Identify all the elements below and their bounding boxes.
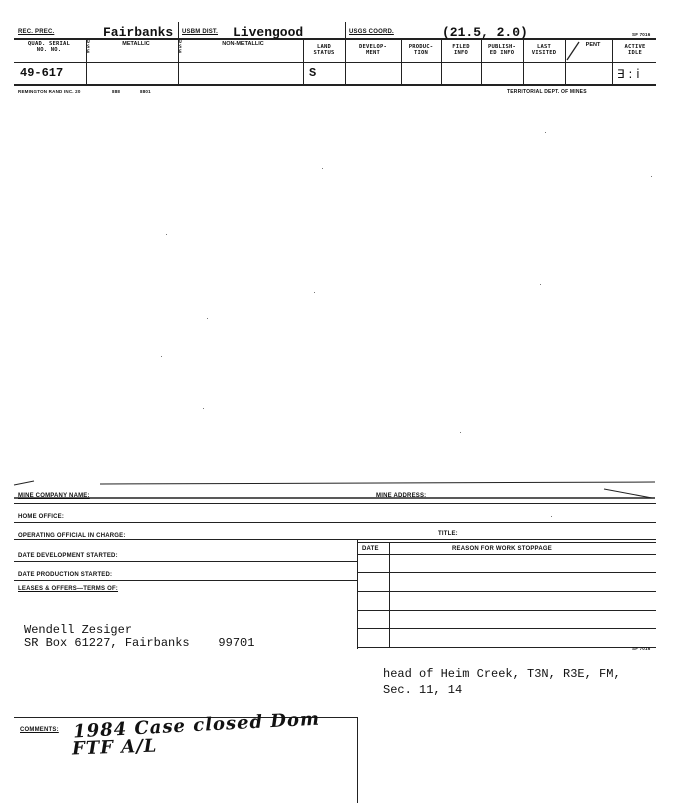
- col-production: PRODUC- TION: [408, 44, 434, 56]
- owner-name: Wendell Zesiger: [24, 623, 133, 637]
- col-use-b: U S E: [179, 40, 182, 55]
- serial-number-value: 49-617: [20, 66, 64, 80]
- rule: [357, 610, 656, 611]
- col-metallic: METALLIC: [122, 41, 150, 47]
- col-pent: PENT: [585, 42, 601, 48]
- usgs-coord-value: (21.5, 2.0): [442, 25, 528, 40]
- rule: [14, 503, 656, 504]
- rule: [14, 539, 656, 540]
- col-active-idle: ACTIVE IDLE: [624, 44, 646, 56]
- row-bottom-rule: [14, 84, 656, 86]
- rec-prec-label: REC. PREC.: [18, 29, 55, 35]
- speck: [545, 132, 546, 133]
- speck: [322, 168, 323, 169]
- department-name: TERRITORIAL DEPT. OF MINES: [507, 89, 587, 95]
- speck: [540, 284, 541, 285]
- location-line-1: head of Heim Creek, T3N, R3E, FM,: [383, 667, 621, 681]
- col-development: DEVELOP- MENT: [358, 44, 388, 56]
- date-development-label: DATE DEVELOPMENT STARTED:: [18, 553, 118, 559]
- rule: [14, 580, 357, 581]
- rule: [14, 561, 357, 562]
- usbm-dist-value: Livengood: [233, 25, 304, 40]
- header-row-rule: [14, 62, 656, 63]
- col-published-info: PUBLISH- ED INFO: [487, 44, 517, 56]
- col-land-status: LAND STATUS: [313, 44, 335, 56]
- handwritten-comment-1: 1984 Case closed Dom: [72, 708, 321, 743]
- mine-address-label: MINE ADDRESS:: [376, 493, 427, 499]
- printer-code-b: 8801: [140, 89, 151, 94]
- divider: [357, 539, 358, 649]
- owner-address: SR Box 61227, Fairbanks 99701: [24, 636, 255, 650]
- speck: [203, 408, 204, 409]
- form-number-bottom: SF 7016: [632, 646, 651, 651]
- top-lower-rules: [0, 470, 678, 510]
- rule: [357, 554, 656, 555]
- comments-label: COMMENTS:: [20, 727, 59, 733]
- divider: [389, 542, 390, 648]
- speck: [207, 318, 208, 319]
- rule: [357, 647, 656, 648]
- speck: [161, 356, 162, 357]
- rule: [357, 628, 656, 629]
- col-use-a: U S E: [87, 40, 90, 55]
- land-status-value: S: [309, 66, 317, 80]
- rule: [14, 522, 656, 523]
- col-non-metallic: NON-METALLIC: [222, 41, 264, 47]
- form-number-top: SF 7016: [632, 32, 651, 37]
- location-line-2: Sec. 11, 14: [383, 683, 463, 697]
- active-mark: ∃ : i: [617, 67, 640, 81]
- printer-code-a: 888: [112, 89, 121, 94]
- date-column-label: DATE: [362, 546, 379, 552]
- title-label: TITLE:: [438, 531, 458, 537]
- divider: [357, 717, 358, 803]
- operating-official-label: OPERATING OFFICIAL IN CHARGE:: [18, 533, 126, 539]
- leases-label: LEASES & OFFERS—TERMS OF:: [18, 586, 119, 592]
- printer-credit: REMINGTON RAND INC. 20: [18, 89, 81, 94]
- speck: [314, 292, 315, 293]
- divider: [345, 22, 346, 38]
- col-last-visited: LAST VISITED: [531, 44, 557, 56]
- speck: [651, 176, 652, 177]
- rec-prec-value: Fairbanks: [103, 25, 174, 40]
- mine-company-label: MINE COMPANY NAME:: [18, 493, 90, 499]
- usbm-dist-label: USBM DIST.: [182, 29, 219, 35]
- rule: [357, 591, 656, 592]
- slash-mark: [565, 38, 613, 62]
- col-quad-serial: QUAD. SERIAL NO. NO.: [27, 41, 71, 53]
- col-filed-info: FILED INFO: [452, 44, 470, 56]
- usgs-coord-label: USGS COORD.: [349, 29, 394, 35]
- speck: [460, 432, 461, 433]
- rule: [357, 542, 656, 543]
- rule: [357, 572, 656, 573]
- speck: [166, 234, 167, 235]
- reason-column-label: REASON FOR WORK STOPPAGE: [452, 546, 552, 552]
- date-production-label: DATE PRODUCTION STARTED:: [18, 572, 113, 578]
- home-office-label: HOME OFFICE:: [18, 514, 65, 520]
- handwritten-comment-2: FTF A/L: [71, 735, 158, 760]
- speck: [551, 516, 552, 517]
